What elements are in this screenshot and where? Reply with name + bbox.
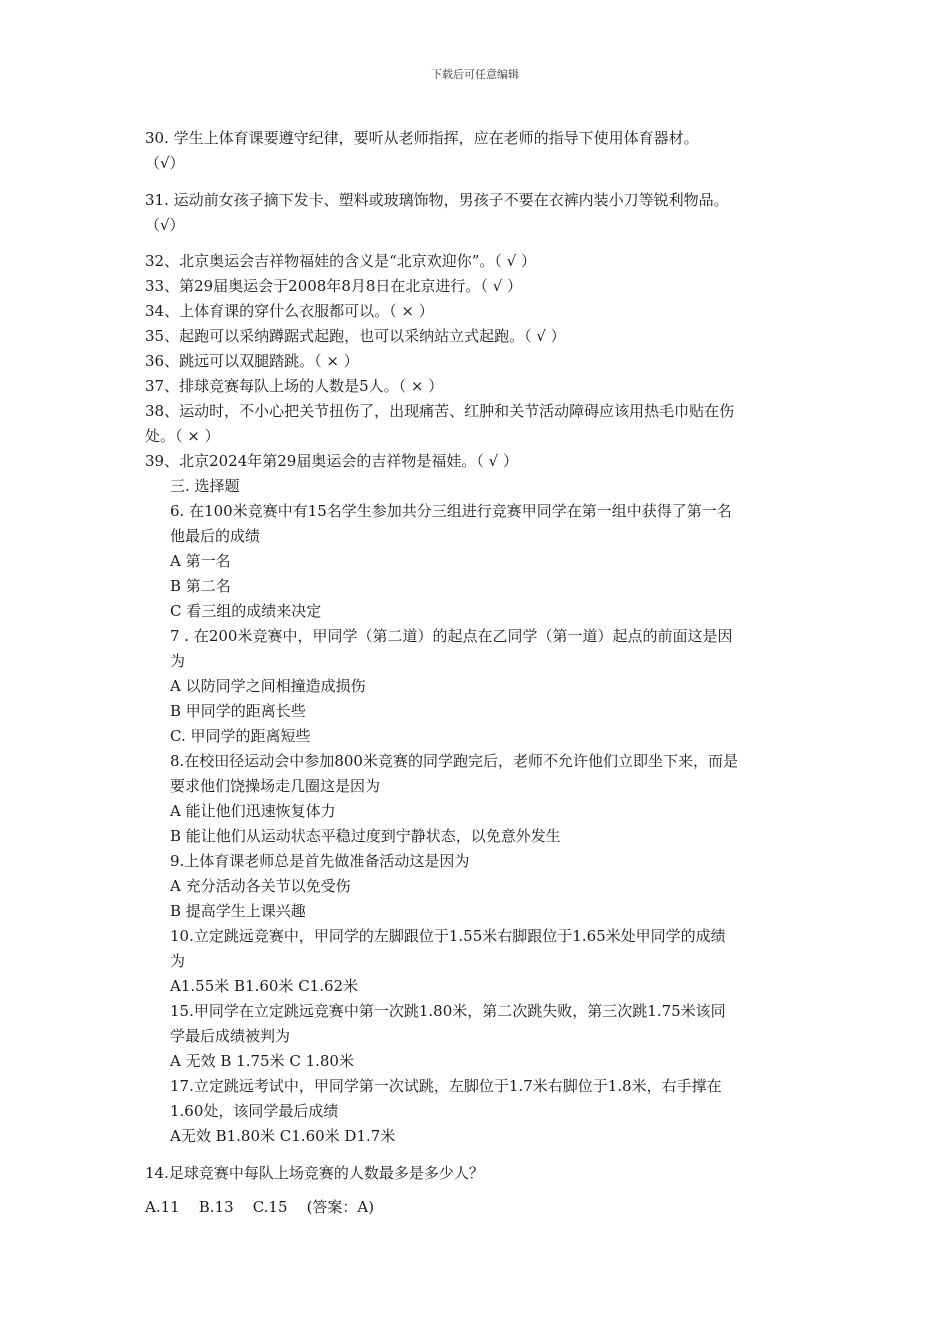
choice-line: 17.立定跳远考试中，甲同学第一次试跳，左脚位于1.7米右脚位于1.8米，右手撑在 (170, 1077, 722, 1095)
judgement-item-32: 32、北京奥运会吉祥物福娃的含义是“北京欢迎你”。（ √ ） (145, 252, 537, 270)
choice-line: B 能让他们从运动状态平稳过度到宁静状态，以免意外发生 (170, 827, 561, 845)
choice-line: A无效 B1.80米 C1.60米 D1.7米 (170, 1127, 396, 1145)
judgement-item-31-line2: （√） (145, 216, 185, 234)
choice-line: 为 (170, 952, 186, 970)
choice-line: 7 . 在200米竞赛中，甲同学（第二道）的起点在乙同学（第一道）起点的前面这是因 (170, 627, 733, 645)
choice-line: B 甲同学的距离长些 (170, 702, 306, 720)
judgement-item-37: 37、排球竞赛每队上场的人数是5人。（ × ） (145, 377, 444, 395)
choice-line: C. 甲同学的距离短些 (170, 727, 311, 745)
judgement-item-39: 39、北京2024年第29届奥运会的吉祥物是福娃。（ √ ） (145, 452, 518, 470)
judgement-item-30-line2: （√） (145, 154, 185, 172)
choice-line: 学最后成绩被判为 (170, 1027, 291, 1045)
judgement-item-33: 33、第29届奥运会于2008年8月8日在北京进行。（ √ ） (145, 277, 523, 295)
judgement-item-38-line1: 38、运动时，不小心把关节扭伤了，出现痛苦、红肿和关节活动障碍应该用热毛巾贴在伤 (145, 402, 735, 420)
choice-line: 9.上体育课老师总是首先做准备活动这是因为 (170, 852, 470, 870)
section-title: 三. 选择题 (170, 477, 240, 495)
judgement-item-31-line1: 31. 运动前女孩子摘下发卡、塑料或玻璃饰物，男孩子不要在衣裤内装小刀等锐利物品。 (145, 191, 729, 209)
judgement-item-38-line2: 处。（ × ） (145, 427, 220, 445)
choice-line: 8.在校田径运动会中参加800米竞赛的同学跑完后，老师不允许他们立即坐下来，而是 (170, 752, 738, 770)
choice-line: 为 (170, 652, 186, 670)
choice-line: 15.甲同学在立定跳远竞赛中第一次跳1.80米，第二次跳失败，第三次跳1.75米该同 (170, 1002, 726, 1020)
final-question-options: A.11 B.13 C.15 (答案：A) (145, 1198, 375, 1216)
judgement-item-30-line1: 30. 学生上体育课要遵守纪律，要听从老师指挥，应在老师的指导下使用体育器材。 (145, 129, 699, 147)
choice-line: 6. 在100米竞赛中有15名学生参加共分三组进行竞赛甲同学在第一组中获得了第一名 (170, 502, 732, 520)
choice-line: B 提高学生上课兴趣 (170, 902, 306, 920)
final-question: 14.足球竞赛中每队上场竞赛的人数最多是多少人？ (145, 1164, 484, 1182)
choice-line: A 无效 B 1.75米 C 1.80米 (170, 1052, 354, 1070)
judgement-item-34: 34、上体育课的穿什么衣服都可以。（ × ） (145, 302, 434, 320)
choice-line: 10.立定跳远竞赛中，甲同学的左脚跟位于1.55米右脚跟位于1.65米处甲同学的成绩 (170, 927, 726, 945)
choice-line: B 第二名 (170, 577, 231, 595)
page-header: 下载后可任意编辑 (431, 68, 519, 81)
judgement-item-36: 36、跳远可以双腿踏跳。（ × ） (145, 352, 359, 370)
choice-line: 他最后的成绩 (170, 527, 261, 545)
choice-line: A 充分活动各关节以免受伤 (170, 877, 351, 895)
choice-line: 要求他们饶操场走几圈这是因为 (170, 777, 381, 795)
choice-line: C 看三组的成绩来决定 (170, 602, 322, 620)
choice-line: A 能让他们迅速恢复体力 (170, 802, 336, 820)
choice-line: A1.55米 B1.60米 C1.62米 (170, 977, 359, 995)
choice-line: A 第一名 (170, 552, 231, 570)
choice-line: 1.60处，该同学最后成绩 (170, 1102, 339, 1120)
choice-line: A 以防同学之间相撞造成损伤 (170, 677, 366, 695)
judgement-item-35: 35、起跑可以采纳蹲踞式起跑，也可以采纳站立式起跑。（ √ ） (145, 327, 566, 345)
